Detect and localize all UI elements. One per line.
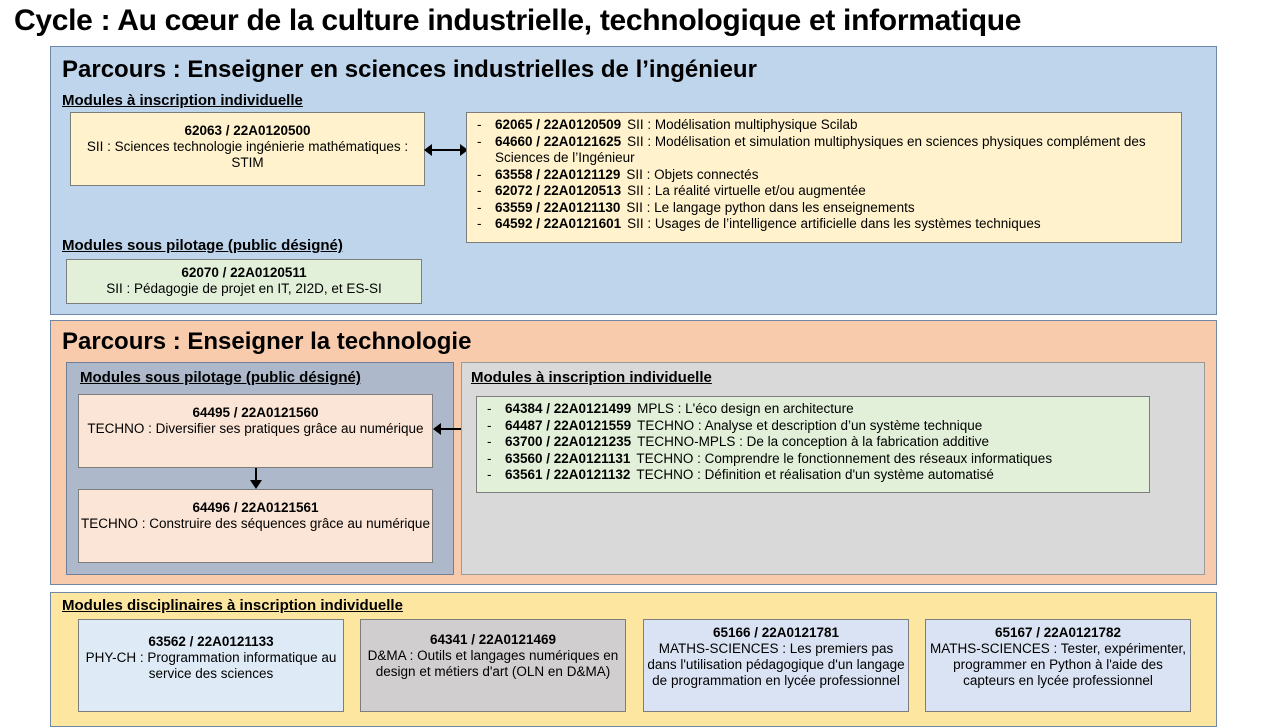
arrow-down-icon — [248, 468, 264, 490]
list-item: - 63559 / 22A0121130 SII : Le langage python dans les enseignements — [477, 200, 1171, 217]
module-code: 64496 / 22A0121561 — [192, 500, 319, 515]
list-item: - 62065 / 22A0120509 SII : Modélisation multiphysique Scilab — [477, 117, 1171, 134]
module-text: MATHS-SCIENCES : Tester, expérimenter, programmer en Python à l'aide des capteurs en lycée professionnel — [929, 641, 1187, 688]
techno-piloted-heading: Modules sous pilotage (public désigné) — [80, 369, 361, 386]
disciplinaires-heading: Modules disciplinaires à inscription individuelle — [62, 597, 403, 614]
list-item: - 63560 / 22A0121131 TECHNO : Comprendre le fonctionnement des réseaux informatiques — [487, 451, 1139, 468]
page-title: Cycle : Au cœur de la culture industrielle, technologique et informatique — [14, 4, 1022, 37]
module-text: TECHNO : Diversifier ses pratiques grâce au numérique — [87, 421, 424, 436]
module-code: 62063 / 22A0120500 — [184, 123, 311, 138]
techno-individual-heading: Modules à inscription individuelle — [471, 369, 712, 386]
techno-piloted-module-1 — [78, 394, 433, 468]
module-text: MATHS-SCIENCES : Les premiers pas dans l'utilisation pédagogique d'un langage de programmation en lycée professionnel — [647, 641, 905, 688]
list-item: - 64592 / 22A0121601 SII : Usages de l’intelligence artificielle dans les systèmes techniques — [477, 216, 1171, 233]
list-item: - 64384 / 22A0121499 MPLS : L'éco design en architecture — [487, 401, 1139, 418]
module-code: 64341 / 22A0121469 — [429, 632, 557, 647]
techno-module-list — [476, 396, 1150, 493]
module-text: SII : Sciences technologie ingénierie mathématiques : STIM — [86, 139, 409, 170]
module-text: D&MA : Outils et langages numériques en design et métiers d'art (OLN en D&MA) — [367, 648, 619, 679]
sii-individual-heading: Modules à inscription individuelle — [62, 92, 303, 109]
disciplinaire-module-4 — [925, 619, 1191, 712]
double-arrow-icon — [424, 141, 468, 159]
module-code: 62070 / 22A0120511 — [181, 265, 307, 280]
sii-piloted-module — [66, 259, 422, 304]
techno-piloted-module-2 — [78, 489, 433, 563]
sii-module-list — [466, 112, 1182, 243]
list-item: - 62072 / 22A0120513 SII : La réalité virtuelle et/ou augmentée — [477, 183, 1171, 200]
disciplinaire-module-2 — [360, 619, 626, 712]
module-code: 65167 / 22A0121782 — [994, 625, 1122, 640]
module-code: 65166 / 22A0121781 — [712, 625, 840, 640]
list-item: - 64660 / 22A0121625 SII : Modélisation et simulation multiphysiques en sciences physiques complément des Sciences de l’Ingénieur — [477, 134, 1171, 167]
disciplinaire-module-1 — [78, 619, 344, 712]
list-item: - 64487 / 22A0121559 TECHNO : Analyse et description d’un système technique — [487, 418, 1139, 435]
parcours-sii-title: Parcours : Enseigner en sciences industrielles de l’ingénieur — [62, 56, 757, 83]
sii-piloted-heading: Modules sous pilotage (public désigné) — [62, 237, 343, 254]
module-text: PHY-CH : Programmation informatique au service des sciences — [85, 650, 337, 681]
module-code: 63562 / 22A0121133 — [148, 634, 274, 649]
module-code: 64495 / 22A0121560 — [192, 405, 319, 420]
module-text: SII : Pédagogie de projet en IT, 2I2D, et ES-SI — [106, 281, 382, 296]
module-text: TECHNO : Construire des séquences grâce au numérique — [81, 516, 430, 531]
disciplinaire-module-3 — [643, 619, 909, 712]
list-item: - 63700 / 22A0121235 TECHNO-MPLS : De la conception à la fabrication additive — [487, 434, 1139, 451]
list-item: - 63558 / 22A0121129 SII : Objets connectés — [477, 167, 1171, 184]
list-item: - 63561 / 22A0121132 TECHNO : Définition et réalisation d'un système automatisé — [487, 467, 1139, 484]
parcours-techno-title: Parcours : Enseigner la technologie — [62, 328, 472, 355]
sii-main-module — [70, 112, 425, 186]
